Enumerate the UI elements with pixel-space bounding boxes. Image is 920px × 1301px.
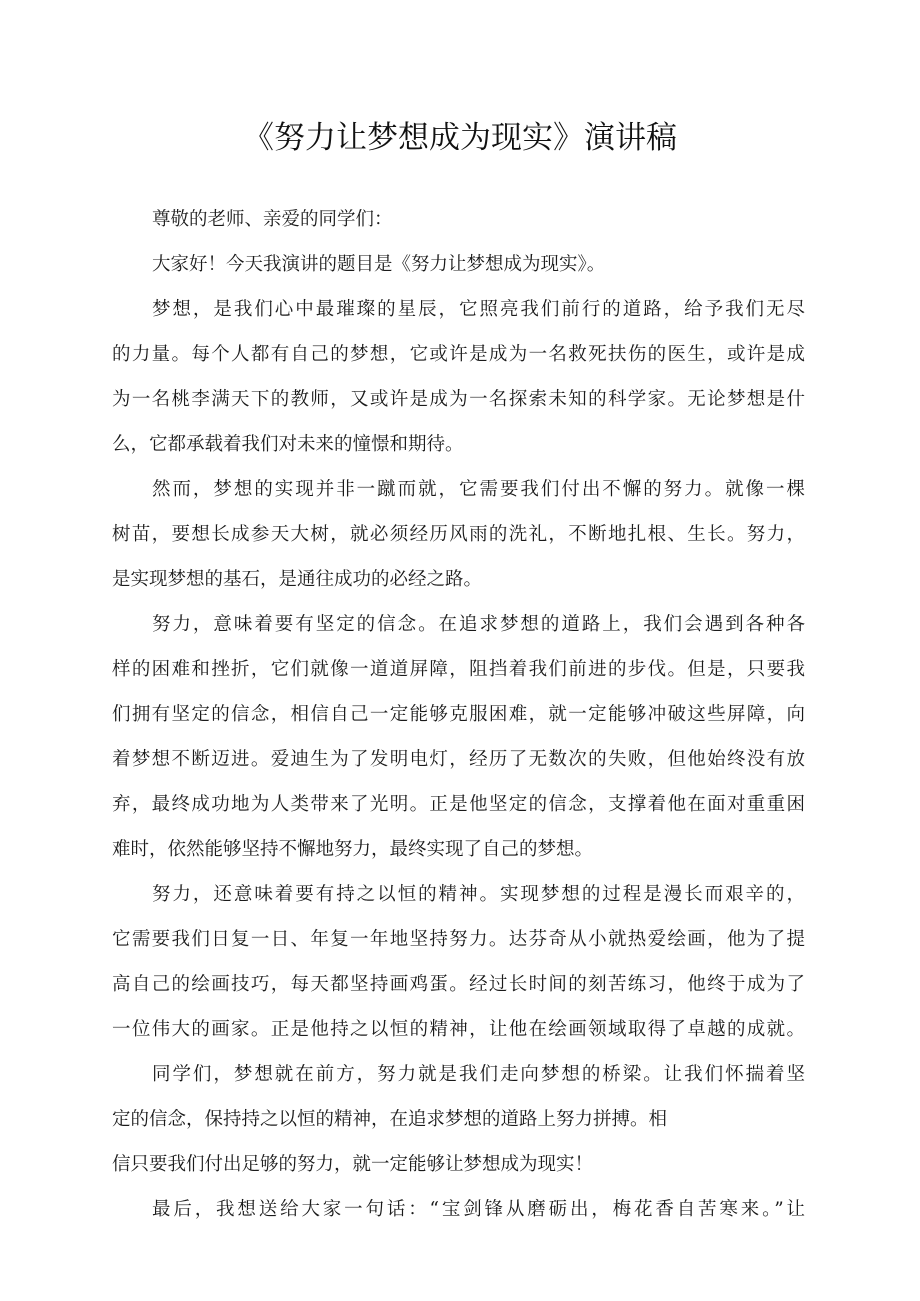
- paragraph-4-line-3: 高自己的绘画技巧，每天都坚持画鸡蛋。经过长时间的刻苦练习，他终于成为了: [112, 974, 805, 995]
- paragraph-4-line-4: 一位伟大的画家。正是他持之以恒的精神，让他在绘画领域取得了卓越的成就。: [112, 1019, 805, 1040]
- paragraph-3-line-3: 们拥有坚定的信念，相信自己一定能够克服困难，就一定能够冲破这些屏障，向: [112, 704, 805, 725]
- paragraph-1-line-3: 为一名桃李满天下的教师，又或许是成为一名探索未知的科学家。无论梦想是什: [112, 389, 805, 410]
- paragraph-3-line-5: 弃，最终成功地为人类带来了光明。正是他坚定的信念，支撑着他在面对重重困: [112, 794, 805, 815]
- paragraph-6-line-1: 最后，我想送给大家一句话：“宝剑锋从磨砺出，梅花香自苦寒来。”让: [152, 1199, 805, 1220]
- paragraph-1-line-4: 么，它都承载着我们对未来的憧憬和期待。: [112, 434, 464, 455]
- paragraph-1-line-1: 梦想，是我们心中最璀璨的星辰，它照亮我们前行的道路，给予我们无尽: [152, 299, 805, 320]
- paragraph-3-line-1: 努力，意味着要有坚定的信念。在追求梦想的道路上，我们会遇到各种各: [152, 614, 805, 635]
- paragraph-2-line-3: 是实现梦想的基石，是通往成功的必经之路。: [112, 569, 483, 590]
- paragraph-4-line-2: 它需要我们日复一日、年复一年地坚持努力。达芬奇从小就热爱绘画，他为了提: [112, 929, 805, 950]
- paragraph-4-line-1: 努力，还意味着要有持之以恒的精神。实现梦想的过程是漫长而艰辛的，: [152, 884, 805, 905]
- paragraph-2-line-1: 然而，梦想的实现并非一蹴而就，它需要我们付出不懈的努力。就像一棵: [152, 479, 805, 500]
- document-title: 《努力让梦想成为现实》演讲稿: [243, 120, 677, 156]
- paragraph-1-line-2: 的力量。每个人都有自己的梦想，它或许是成为一名救死扶伤的医生，或许是成: [112, 344, 805, 365]
- paragraph-3-line-4: 着梦想不断迈进。爱迪生为了发明电灯，经历了无数次的失败，但他始终没有放: [112, 749, 805, 770]
- greeting-line: 大家好！今天我演讲的题目是《努力让梦想成为现实》。: [152, 254, 606, 275]
- paragraph-5-line-3: 信只要我们付出足够的努力，就一定能够让梦想成为现实！: [112, 1154, 594, 1175]
- paragraph-5-line-1: 同学们，梦想就在前方，努力就是我们走向梦想的桥梁。让我们怀揣着坚: [152, 1064, 805, 1085]
- paragraph-3-line-6: 难时，依然能够坚持不懈地努力，最终实现了自己的梦想。: [112, 839, 594, 860]
- paragraph-3-line-2: 样的困难和挫折，它们就像一道道屏障，阻挡着我们前进的步伐。但是，只要我: [112, 659, 805, 680]
- paragraph-5-line-2: 定的信念，保持持之以恒的精神，在追求梦想的道路上努力拼搏。相: [112, 1109, 668, 1130]
- paragraph-2-line-2: 树苗，要想长成参天大树，就必须经历风雨的洗礼，不断地扎根、生长。努力，: [112, 524, 805, 545]
- salutation-line: 尊敬的老师、亲爱的同学们：: [152, 209, 393, 230]
